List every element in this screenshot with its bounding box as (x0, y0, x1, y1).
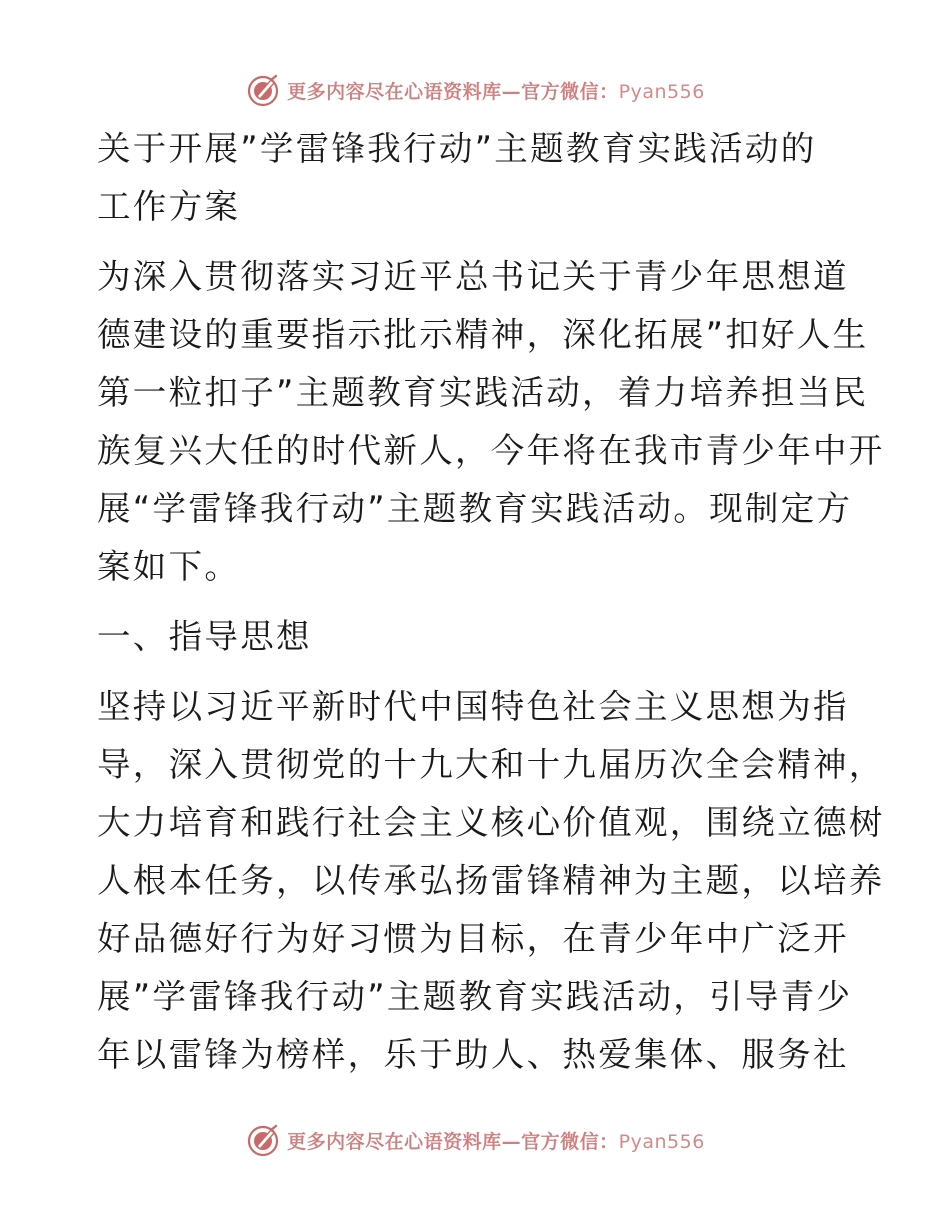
intro-paragraph-line: 族复兴大任的时代新人，今年将在我市青少年中开 (97, 431, 885, 470)
pen-nib-seal-icon (245, 72, 281, 108)
intro-paragraph-line: 案如下。 (97, 547, 241, 586)
footer-banner (0, 1120, 950, 1160)
section-paragraph-line: 好品德好行为好习惯为目标，在青少年中广泛开 (97, 919, 849, 958)
intro-paragraph-line: 第一粒扣子”主题教育实践活动，着力培养担当民 (97, 373, 869, 412)
intro-paragraph-line: 德建设的重要指示批示精神，深化拓展”扣好人生 (97, 315, 869, 354)
pen-nib-seal-icon (245, 1122, 281, 1158)
banner-promo-text: 更多内容尽在心语资料库—官方微信： (287, 80, 619, 103)
document-title-line-2: 工作方案 (97, 187, 241, 226)
banner-wechat-id: Pyan556 (618, 1130, 705, 1153)
section-paragraph-line: 年以雷锋为榜样，乐于助人、热爱集体、服务社 (97, 1035, 849, 1074)
intro-paragraph-line: 为深入贯彻落实习近平总书记关于青少年思想道 (97, 257, 849, 296)
intro-paragraph-line: 展“学雷锋我行动”主题教育实践活动。现制定方 (97, 489, 853, 528)
banner-promo-text: 更多内容尽在心语资料库—官方微信： (287, 1130, 619, 1153)
section-paragraph-line: 导，深入贯彻党的十九大和十九届历次全会精神， (97, 745, 885, 784)
section-paragraph-line: 坚持以习近平新时代中国特色社会主义思想为指 (97, 687, 849, 726)
section-paragraph-line: 人根本任务，以传承弘扬雷锋精神为主题，以培养 (97, 861, 885, 900)
document-body (97, 120, 885, 1084)
document-title-line-1: 关于开展”学雷锋我行动”主题教育实践活动的 (97, 129, 817, 168)
section-paragraph-line: 展”学雷锋我行动”主题教育实践活动，引导青少 (97, 977, 853, 1016)
banner-text (287, 1127, 705, 1154)
header-banner (0, 70, 950, 110)
section-heading-guiding-ideology: 一、指导思想 (97, 617, 312, 656)
banner-text (287, 77, 705, 104)
banner-wechat-id: Pyan556 (618, 80, 705, 103)
section-paragraph-line: 大力培育和践行社会主义核心价值观，围绕立德树 (97, 803, 885, 842)
